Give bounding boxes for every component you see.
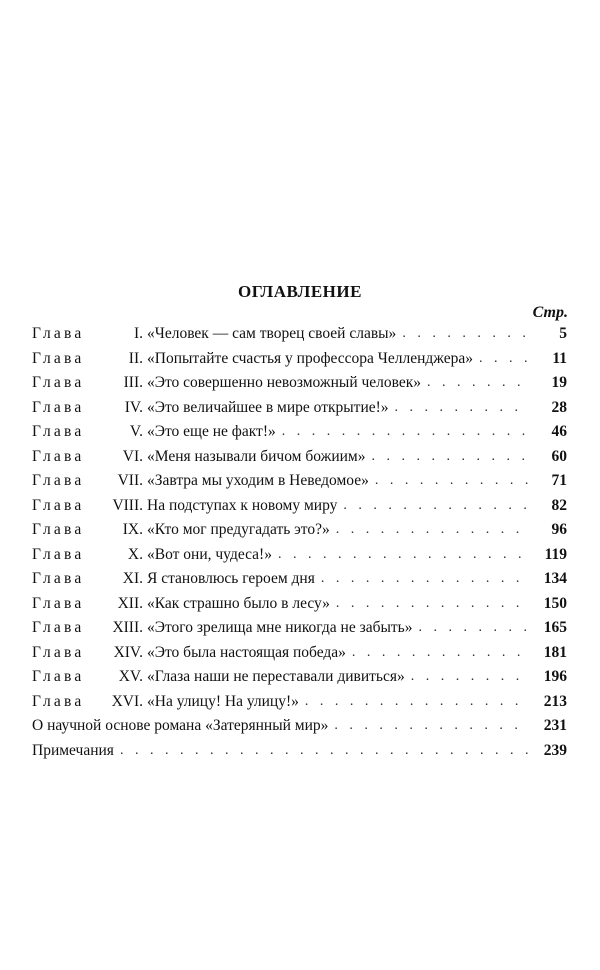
dot-leader bbox=[330, 596, 529, 612]
toc-row-chapter-13[interactable] bbox=[32, 616, 567, 641]
chapter-title: «Кто мог предугадать это?» bbox=[147, 521, 330, 539]
dot-leader bbox=[330, 522, 529, 538]
chapter-word: Глава bbox=[32, 619, 85, 637]
toc-row-chapter-5[interactable] bbox=[32, 420, 567, 445]
chapter-word: Глава bbox=[32, 570, 85, 588]
chapter-number: IX. bbox=[122, 521, 143, 539]
dot-leader bbox=[272, 547, 529, 563]
page-number: 71 bbox=[551, 472, 567, 490]
dot-leader bbox=[365, 449, 529, 465]
table-of-contents bbox=[32, 322, 567, 763]
dot-leader bbox=[299, 694, 529, 710]
page-number: 213 bbox=[543, 692, 567, 710]
chapter-number: II. bbox=[128, 349, 143, 367]
chapter-word: Глава bbox=[32, 521, 85, 539]
toc-row-scientific-basis[interactable] bbox=[32, 714, 567, 739]
toc-row-chapter-11[interactable] bbox=[32, 567, 567, 592]
chapter-number: X. bbox=[127, 545, 143, 563]
toc-row-chapter-14[interactable] bbox=[32, 641, 567, 666]
dot-leader bbox=[315, 571, 529, 587]
toc-row-chapter-9[interactable] bbox=[32, 518, 567, 543]
section-title: Примечания bbox=[32, 741, 114, 759]
chapter-word: Глава bbox=[32, 325, 85, 343]
toc-row-notes[interactable] bbox=[32, 739, 567, 764]
page-column-label: Стр. bbox=[532, 304, 568, 321]
page-number: 181 bbox=[543, 643, 567, 661]
dot-leader bbox=[405, 669, 529, 685]
page-number: 134 bbox=[543, 570, 567, 588]
page-number: 5 bbox=[559, 325, 567, 343]
chapter-number: XII. bbox=[117, 594, 143, 612]
page-number: 60 bbox=[551, 447, 567, 465]
chapter-title: «Человек — сам творец своей славы» bbox=[147, 325, 397, 343]
dot-leader bbox=[389, 400, 529, 416]
chapter-number: XIII. bbox=[112, 619, 143, 637]
chapter-word: Глава bbox=[32, 594, 85, 612]
dot-leader bbox=[412, 620, 529, 636]
chapter-title: «На улицу! На улицу!» bbox=[147, 692, 299, 710]
dot-leader bbox=[346, 645, 529, 661]
dot-leader bbox=[421, 375, 529, 391]
chapter-title: «Вот они, чудеса!» bbox=[147, 545, 272, 563]
chapter-number: I. bbox=[133, 325, 143, 343]
chapter-number: V. bbox=[129, 423, 143, 441]
chapter-number: III. bbox=[123, 374, 143, 392]
chapter-title: «Завтра мы уходим в Неведомое» bbox=[147, 472, 369, 490]
chapter-word: Глава bbox=[32, 447, 85, 465]
page-number: 82 bbox=[551, 496, 567, 514]
chapter-number: XV. bbox=[118, 668, 143, 686]
dot-leader bbox=[369, 473, 529, 489]
page-number: 231 bbox=[543, 717, 567, 735]
chapter-word: Глава bbox=[32, 472, 85, 490]
chapter-number: VII. bbox=[117, 472, 143, 490]
toc-row-chapter-4[interactable] bbox=[32, 396, 567, 421]
chapter-title: «Это еще не факт!» bbox=[147, 423, 276, 441]
page-number: 46 bbox=[551, 423, 567, 441]
chapter-number: IV. bbox=[124, 398, 143, 416]
toc-row-chapter-2[interactable] bbox=[32, 347, 567, 372]
chapter-word: Глава bbox=[32, 398, 85, 416]
page-number: 150 bbox=[543, 594, 567, 612]
chapter-title: «Попытайте счастья у профессора Челленджера» bbox=[147, 349, 474, 367]
page-number: 239 bbox=[543, 741, 567, 759]
toc-row-chapter-8[interactable] bbox=[32, 494, 567, 519]
toc-row-chapter-6[interactable] bbox=[32, 445, 567, 470]
toc-row-chapter-1[interactable] bbox=[32, 322, 567, 347]
chapter-number: VI. bbox=[122, 447, 143, 465]
page-title: ОГЛАВЛЕНИЕ bbox=[238, 282, 362, 301]
chapter-word: Глава bbox=[32, 496, 85, 514]
page-number: 165 bbox=[543, 619, 567, 637]
section-title: О научной основе романа «Затерянный мир» bbox=[32, 717, 329, 735]
chapter-word: Глава bbox=[32, 643, 85, 661]
dot-leader bbox=[276, 424, 529, 440]
chapter-word: Глава bbox=[32, 423, 85, 441]
page-number: 28 bbox=[551, 398, 567, 416]
chapter-number: VIII. bbox=[112, 496, 143, 514]
chapter-title: «Глаза наши не переставали дивиться» bbox=[147, 668, 405, 686]
dot-leader bbox=[114, 743, 529, 759]
toc-row-chapter-7[interactable] bbox=[32, 469, 567, 494]
page-number: 96 bbox=[551, 521, 567, 539]
toc-row-chapter-12[interactable] bbox=[32, 592, 567, 617]
chapter-title: «Меня называли бичом божиим» bbox=[147, 447, 366, 465]
chapter-title: «Это величайшее в мире открытие!» bbox=[147, 398, 389, 416]
chapter-title: «Этого зрелища мне никогда не забыть» bbox=[147, 619, 413, 637]
chapter-word: Глава bbox=[32, 374, 85, 392]
chapter-number: XVI. bbox=[111, 692, 143, 710]
toc-row-chapter-3[interactable] bbox=[32, 371, 567, 396]
page-number: 119 bbox=[544, 545, 567, 563]
chapter-word: Глава bbox=[32, 692, 85, 710]
chapter-word: Глава bbox=[32, 545, 85, 563]
chapter-title: «Это совершенно невозможный человек» bbox=[147, 374, 422, 392]
chapter-word: Глава bbox=[32, 668, 85, 686]
toc-row-chapter-16[interactable] bbox=[32, 690, 567, 715]
chapter-title: «Как страшно было в лесу» bbox=[147, 594, 330, 612]
page-number: 19 bbox=[551, 374, 567, 392]
toc-row-chapter-15[interactable] bbox=[32, 665, 567, 690]
page-number: 196 bbox=[543, 668, 567, 686]
chapter-title: На подступах к новому миру bbox=[147, 496, 338, 514]
chapter-title: «Это была настоящая победа» bbox=[147, 643, 346, 661]
chapter-title: Я становлюсь героем дня bbox=[147, 570, 315, 588]
dot-leader bbox=[473, 351, 529, 367]
chapter-number: XIV. bbox=[113, 643, 143, 661]
page-number: 11 bbox=[552, 349, 567, 367]
toc-row-chapter-10[interactable] bbox=[32, 543, 567, 568]
dot-leader bbox=[396, 326, 529, 342]
dot-leader bbox=[328, 718, 529, 734]
dot-leader bbox=[337, 498, 529, 514]
chapter-word: Глава bbox=[32, 349, 85, 367]
chapter-number: XI. bbox=[122, 570, 143, 588]
